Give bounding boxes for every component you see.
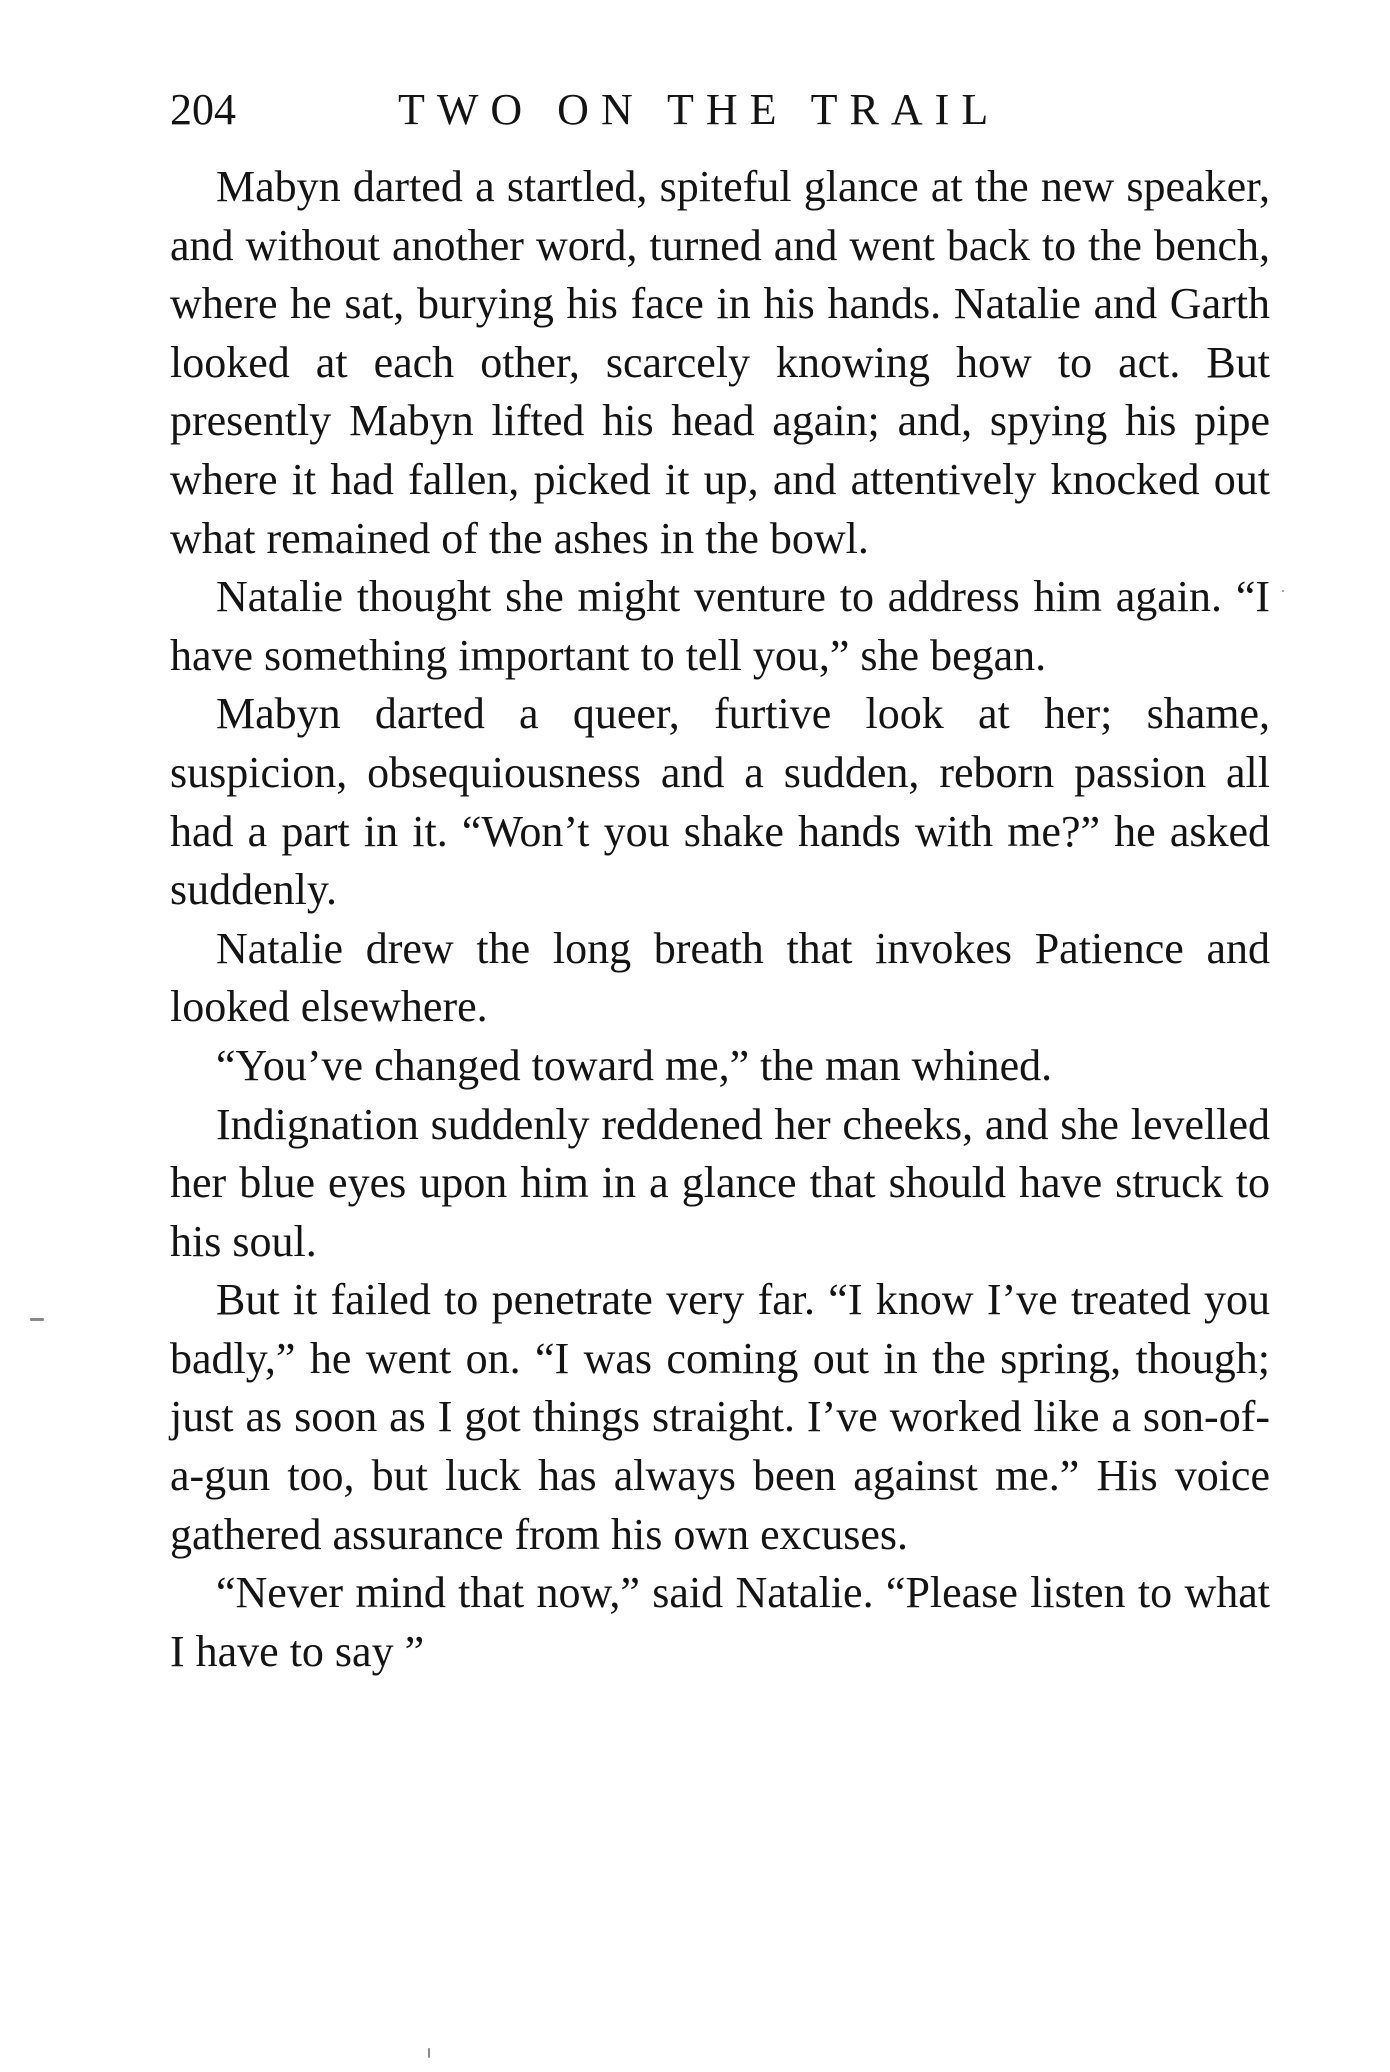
paragraph: Mabyn darted a queer, furtive look at her; shame, suspicion, obsequiousness and a sudden, reborn passion all had a part in it. “Won’t you shake hands with me?” he asked suddenly. <box>170 689 1270 915</box>
paragraph: “Never mind that now,” said Natalie. “Please listen to what I have to say ” <box>170 1568 1270 1676</box>
scan-speck <box>30 1318 44 1321</box>
scan-speck <box>428 2048 430 2058</box>
scan-speck <box>1282 590 1284 592</box>
page-number: 204 <box>170 85 236 134</box>
paragraph: But it failed to penetrate very far. “I know I’ve treated you badly,” he went on. “I was coming out in the spring, though; just as soon as I got things straight. I’ve worked like a son-of-a-gun too, but luck has always been against me.” His voice gathered assurance from his own excuses. <box>170 1275 1270 1559</box>
paragraph: “You’ve changed toward me,” the man whined. <box>216 1040 1053 1090</box>
body-text <box>170 158 1270 1681</box>
paragraph: Indignation suddenly reddened her cheeks, and she levelled her blue eyes upon him in a glance that should have struck to his soul. <box>170 1099 1270 1266</box>
running-title: TWO ON THE TRAIL <box>398 85 1001 134</box>
running-head <box>170 80 1270 140</box>
paragraph: Natalie thought she might venture to address him again. “I have something important to tell you,” she began. <box>170 572 1270 680</box>
paragraph: Natalie drew the long breath that invokes Patience and looked elsewhere. <box>170 923 1270 1032</box>
paragraph: Mabyn darted a startled, spiteful glance at the new speaker, and without another word, turned and went back to the bench, where he sat, burying his face in his hands. Natalie and Garth looked at each other, scarcely knowing how to act. But presently Mabyn lifted his head again; and, spying his pipe where it had fallen, picked it up, and attentively knocked out what remained of the ashes in the bowl. <box>170 162 1270 563</box>
